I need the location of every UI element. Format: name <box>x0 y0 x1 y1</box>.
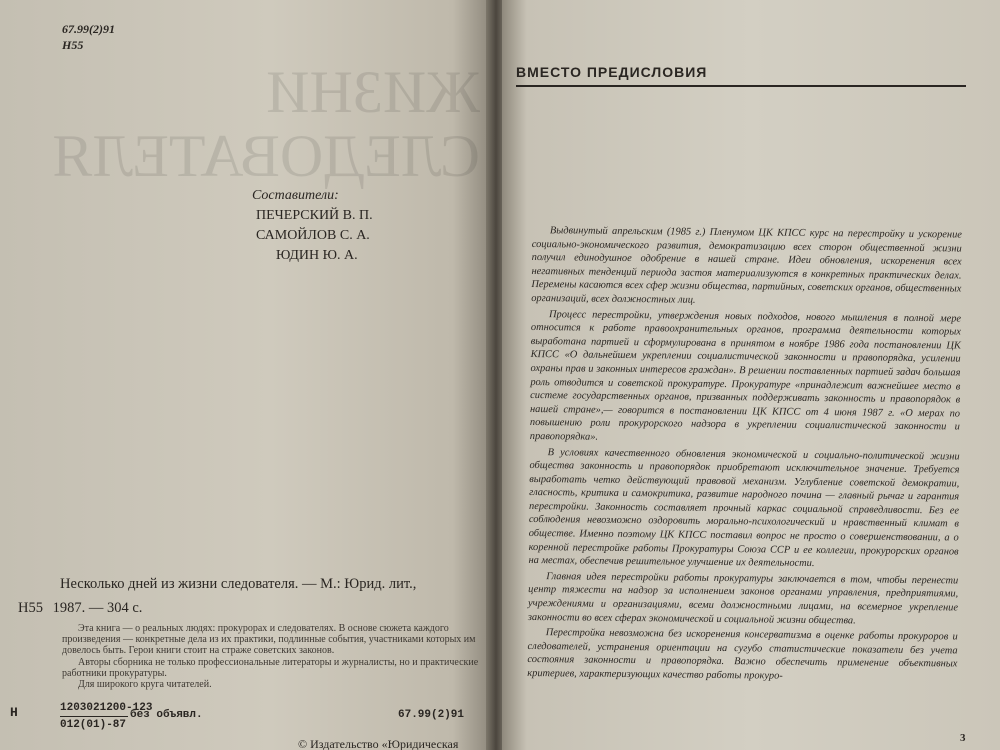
compilers-label: Составители: <box>252 188 339 203</box>
page-number: 3 <box>960 732 966 744</box>
copyright-line: © Издательство «Юридическая <box>298 737 459 750</box>
isbn-letter: Н <box>10 705 18 720</box>
page-heading: ВМЕСТО ПРЕДИСЛОВИЯ <box>516 64 708 80</box>
preface-paragraph: Выдвинутый апрельским (1985 г.) Пленумом ЦК КПСС курс на перестройку и ускорение социально-экономического развития, демократизацию всех сторон общественной жизни получил единодушное одобрение в нашей стране. Идеи обновления, искоренения всех негативных тенденций периода застоя материализуются в конкретных практических делах. Перемены касаются всех сфер жизни общества, партийных, советских органов, общественных организаций, всех должностных лиц. <box>531 225 962 306</box>
isbn-code: 67.99(2)91 <box>398 709 465 721</box>
bib-imprint: 1987. — 304 с. <box>52 600 143 616</box>
preface-paragraph: Главная идея перестройки работы прокуратуры заключается в том, чтобы перенести центр тяжести на надзор за исполнением законов органами управления, предприятиями, учреждениями и организациями, всеми должностными лицами, на всемерное укрепление законности во всех сферах экономической и социальной жизни общества. <box>527 571 959 627</box>
annotation-paragraph: Для широкого круга читателей. <box>78 679 212 691</box>
isbn-denominator: 012(01)-87 <box>60 719 127 731</box>
author-mark: Н55 <box>62 38 84 52</box>
annotation-paragraph: Эта книга — о реальных людях: прокурорах и следователях. В основе сюжета каждого произведения — конкретные дела из их практики, подлинные события, участниками которых им довелось быть. Герои книги стоит на страже советских законов. <box>62 623 476 657</box>
preface-paragraph: В условиях качественного обновления экономической и социально-политической жизни общества законность и правопорядок приобретают исключительное значение. Требуется выработать четко действующий правовой механизм. Углубление советской демократии, гласность, критика и самокритика, развитие народного почина — главный рычаг и гарантия перестройки. Законность составляет прочный каркас социальной справедливости. Без ее соблюдения невозможно оздоровить морально-психологический и нравственный климат в обществе. Именно поэтому ЦК КПСС поставил вопрос не просто о совершенствовании, а о коренной перестройке работы Прокуратуры Союза ССР и ее коллегии, прокурорских органов на местах, обеспечив решительное улучшение их деятельности. <box>528 446 960 570</box>
classification-code: 67.99(2)91 <box>62 22 115 36</box>
isbn-numerator: 1203021200-123 <box>60 702 153 714</box>
ghost-word: ЖИЗНИ СЛЕДОВАТЕЛЯ <box>52 59 480 189</box>
preface-paragraph: Процесс перестройки, утверждения новых подходов, нового мышления в полной мере относится к работе правоохранительных органов, программа деятельности которых выработана партией и сформулирована в принятом в ноябре 1986 года постановлении ЦК КПСС «О дальнейшем укреплении социалистической законности и правопорядка, усилении охраны прав и законных интересов граждан». В решении поставленных партией задач большая роль отводится и советской прокуратуре. Прокуратуре «принадлежит важнейшее место в системе государственных органов, призванных поддерживать законность и правопорядок в нашей стране»,— говорится в постановлении ЦК КПСС от 4 июня 1987 г. «О мерах по повышению роли прокурорского надзора в укреплении социалистической законности и правопорядка». <box>529 308 962 443</box>
bib-code: Н55 <box>18 600 43 616</box>
heading-rule <box>516 85 966 87</box>
preface-paragraph: Перестройка невозможна без искоренения консерватизма в оценке работы прокуроров и следователей, устранения ориентации на сугубо статистические показатели без учета состояния законности и правопорядка. Важно обеспечить применение объективных критериев, характеризующих качество работы прокуро- <box>527 627 958 682</box>
preface-text <box>527 224 962 687</box>
bibliographic-title: Несколько дней из жизни следователя. — М.: Юрид. лит., <box>60 576 417 592</box>
price-note: без объявл. <box>130 709 203 721</box>
compiler-name: ПЕЧЕРСКИЙ В. П. <box>256 208 373 223</box>
compiler-name: САМОЙЛОВ С. А. <box>256 228 370 243</box>
annotation-paragraph: Авторы сборника не только профессиональные литераторы и журналисты, но и практические работники прокуратуры. <box>62 656 479 679</box>
compiler-name: ЮДИН Ю. А. <box>276 248 358 263</box>
